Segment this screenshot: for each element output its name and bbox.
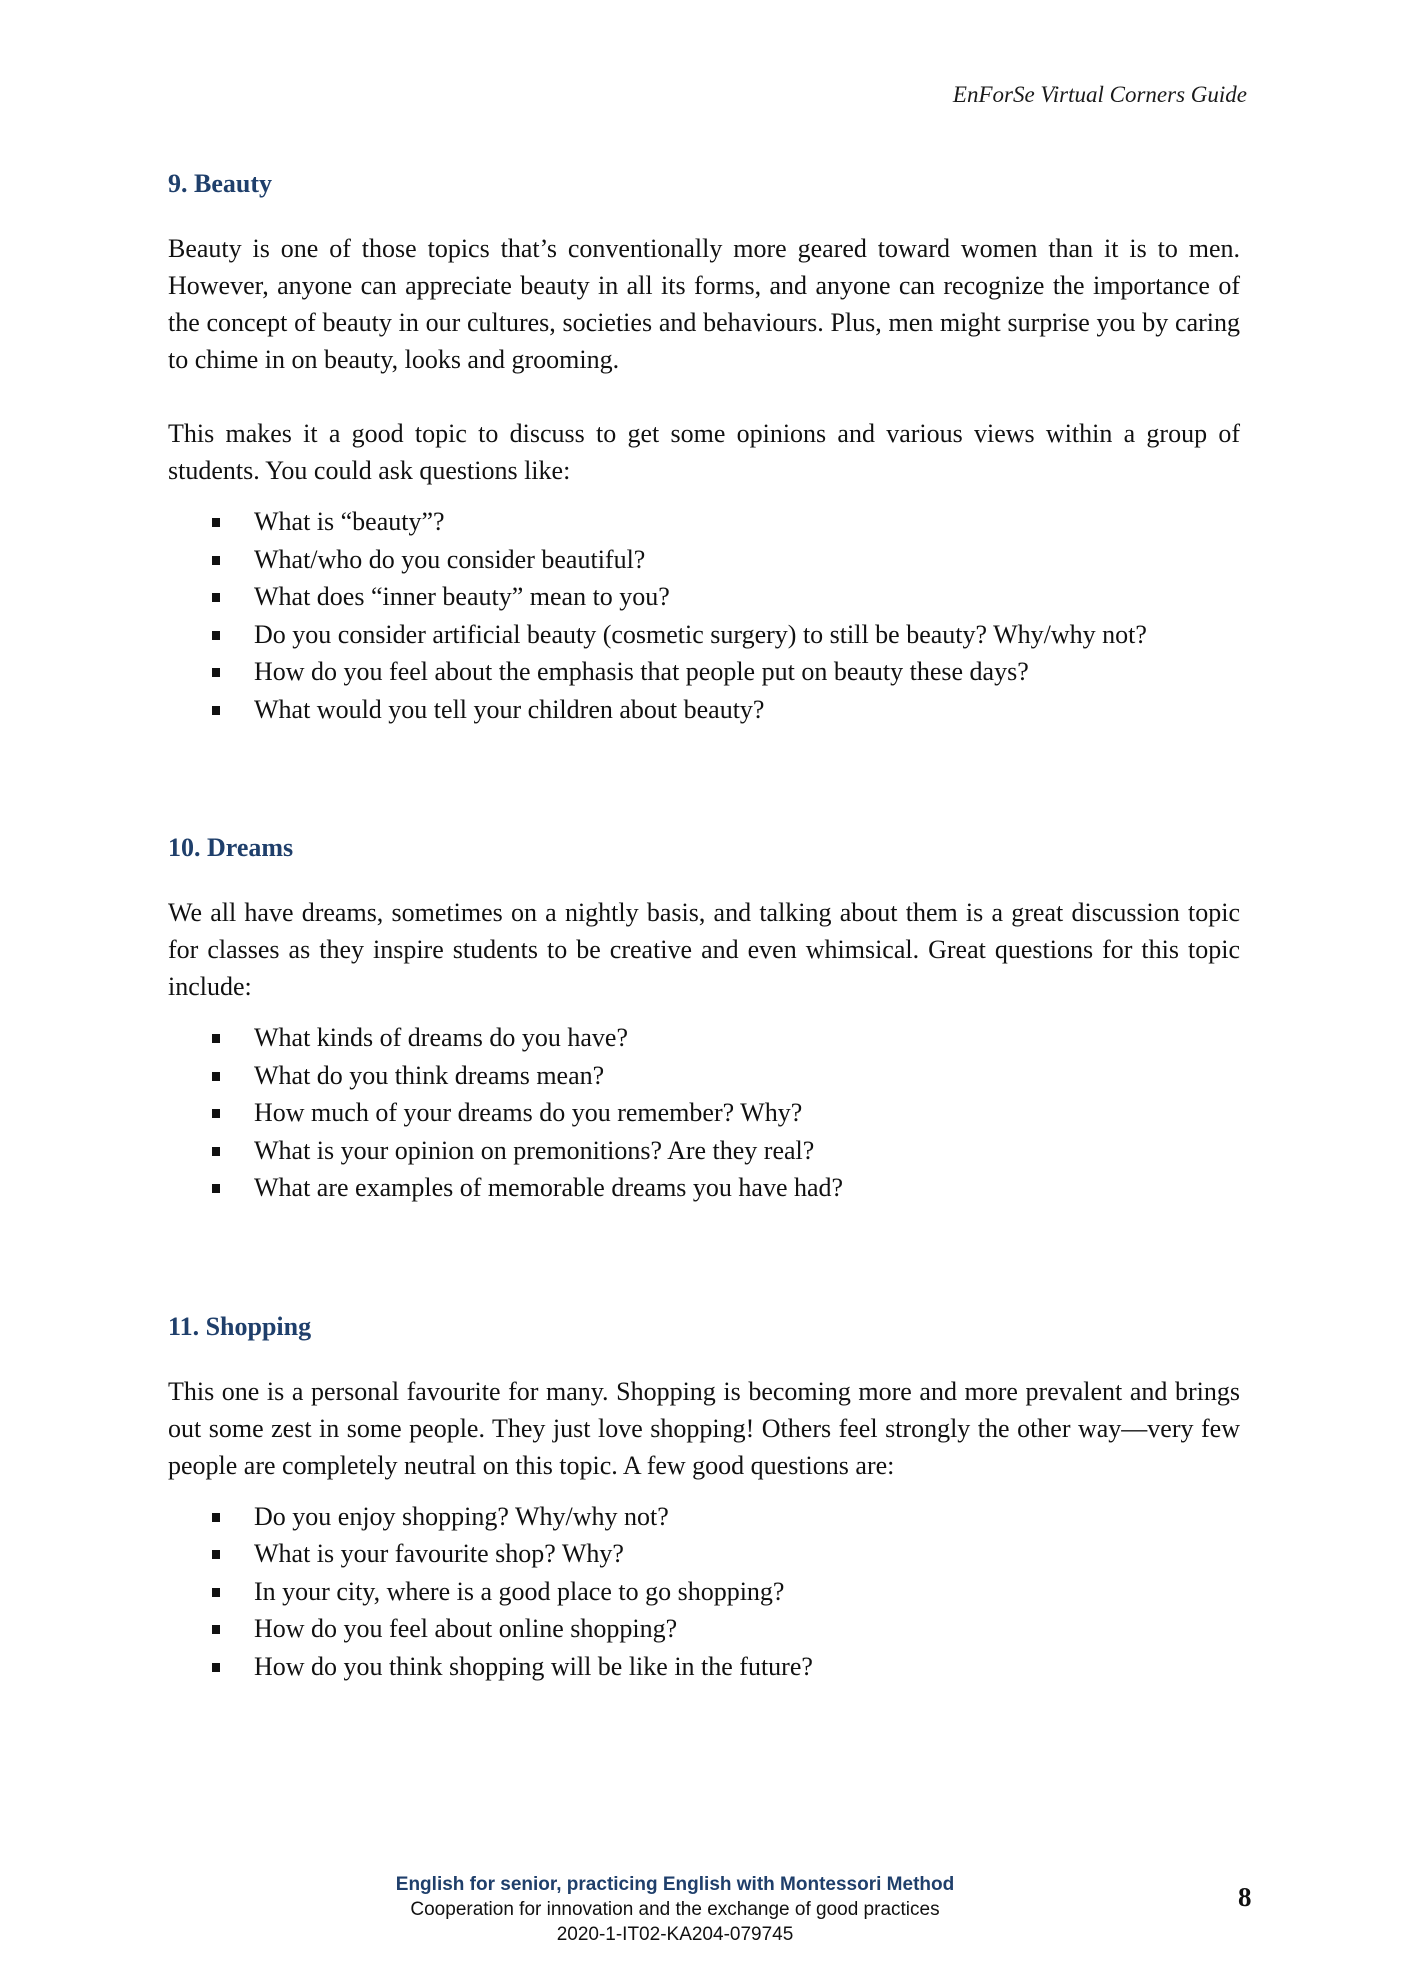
list-item bbox=[168, 1132, 1240, 1170]
list-item bbox=[168, 691, 1240, 729]
paragraph: This makes it a good topic to discuss to get some opinions and various views within a group of students. You could ask questions like: bbox=[168, 419, 1240, 485]
square-bullet-icon bbox=[212, 1147, 220, 1156]
square-bullet-icon bbox=[212, 1550, 220, 1559]
section-title: 9. Beauty bbox=[168, 169, 272, 198]
question-text: Do you enjoy shopping? Why/why not? bbox=[254, 1501, 669, 1531]
question-text: What do you think dreams mean? bbox=[254, 1060, 605, 1090]
list-item bbox=[168, 1498, 1240, 1536]
question-text: How much of your dreams do you remember? Why? bbox=[254, 1098, 803, 1127]
paragraph: We all have dreams, sometimes on a nightly basis, and talking about them is a great discussion topic for classes as they inspire students to be creative and even whimsical. Great questions for this topic include: bbox=[168, 898, 1240, 1001]
question-text: What is your favourite shop? Why? bbox=[254, 1539, 624, 1568]
square-bullet-icon bbox=[212, 1184, 220, 1193]
list-item bbox=[168, 1610, 1240, 1648]
page-content bbox=[168, 160, 1240, 1685]
paragraph: This one is a personal favourite for many. Shopping is becoming more and more prevalent and brings out some zest in some people. They just love shopping! Others feel strongly the other way—very few people are completely neutral on this topic. A few good questions are: bbox=[168, 1376, 1240, 1480]
square-bullet-icon bbox=[212, 1588, 220, 1597]
section-title: 10. Dreams bbox=[168, 833, 294, 862]
list-item bbox=[168, 578, 1240, 616]
square-bullet-icon bbox=[212, 1072, 220, 1081]
question-text: Do you consider artificial beauty (cosmetic surgery) to still be beauty? Why/why not? bbox=[254, 619, 1147, 649]
square-bullet-icon bbox=[212, 1663, 220, 1672]
list-item bbox=[168, 616, 1240, 654]
square-bullet-icon bbox=[212, 1109, 220, 1118]
question-text: What is “beauty”? bbox=[254, 507, 445, 536]
question-text: What would you tell your children about beauty? bbox=[254, 694, 765, 724]
question-text: How do you feel about online shopping? bbox=[254, 1614, 678, 1643]
question-text: How do you think shopping will be like in the future? bbox=[254, 1651, 813, 1681]
section-beauty bbox=[168, 160, 1240, 728]
list-item bbox=[168, 503, 1240, 541]
list-item bbox=[168, 541, 1240, 579]
list-item bbox=[168, 1648, 1240, 1686]
question-text: What kinds of dreams do you have? bbox=[254, 1023, 629, 1052]
list-item bbox=[168, 1535, 1240, 1573]
square-bullet-icon bbox=[212, 556, 220, 565]
list-item bbox=[168, 1169, 1240, 1207]
page-footer bbox=[0, 1872, 1350, 1947]
page-number: 8 bbox=[1238, 1882, 1252, 1912]
square-bullet-icon bbox=[212, 1513, 220, 1522]
list-item bbox=[168, 1057, 1240, 1095]
square-bullet-icon bbox=[212, 593, 220, 602]
square-bullet-icon bbox=[212, 1625, 220, 1634]
question-list bbox=[168, 1019, 1240, 1207]
question-text: What are examples of memorable dreams you have had? bbox=[254, 1173, 844, 1202]
question-text: What does “inner beauty” mean to you? bbox=[254, 582, 670, 611]
section-title: 11. Shopping bbox=[168, 1311, 312, 1341]
list-item bbox=[168, 653, 1240, 691]
question-text: In your city, where is a good place to go shopping? bbox=[254, 1576, 785, 1606]
list-item bbox=[168, 1094, 1240, 1132]
section-shopping bbox=[168, 1303, 1240, 1686]
square-bullet-icon bbox=[212, 518, 220, 527]
question-list bbox=[168, 1498, 1240, 1686]
question-text: How do you feel about the emphasis that people put on beauty these days? bbox=[254, 657, 1029, 686]
running-header: EnForSe Virtual Corners Guide bbox=[952, 82, 1247, 107]
list-item bbox=[168, 1573, 1240, 1611]
question-text: What is your opinion on premonitions? Are they real? bbox=[254, 1135, 815, 1165]
list-item bbox=[168, 1019, 1240, 1057]
paragraph: Beauty is one of those topics that’s conventionally more geared toward women than it is to men. However, anyone can appreciate beauty in all its forms, and anyone can recognize the importance of the concept of beauty in our cultures, societies and behaviours. Plus, men might surprise you by caring to chime in on beauty, looks and grooming. bbox=[168, 234, 1240, 374]
square-bullet-icon bbox=[212, 631, 220, 640]
square-bullet-icon bbox=[212, 1034, 220, 1043]
footer-programme: Cooperation for innovation and the exchange of good practices bbox=[410, 1899, 940, 1920]
question-text: What/who do you consider beautiful? bbox=[254, 544, 646, 574]
footer-project-title: English for senior, practicing English with Montessori Method bbox=[395, 1874, 955, 1895]
section-dreams bbox=[168, 824, 1240, 1207]
square-bullet-icon bbox=[212, 668, 220, 677]
question-list bbox=[168, 503, 1240, 728]
footer-project-code: 2020-1-IT02-KA204-079745 bbox=[556, 1924, 794, 1945]
square-bullet-icon bbox=[212, 706, 220, 715]
